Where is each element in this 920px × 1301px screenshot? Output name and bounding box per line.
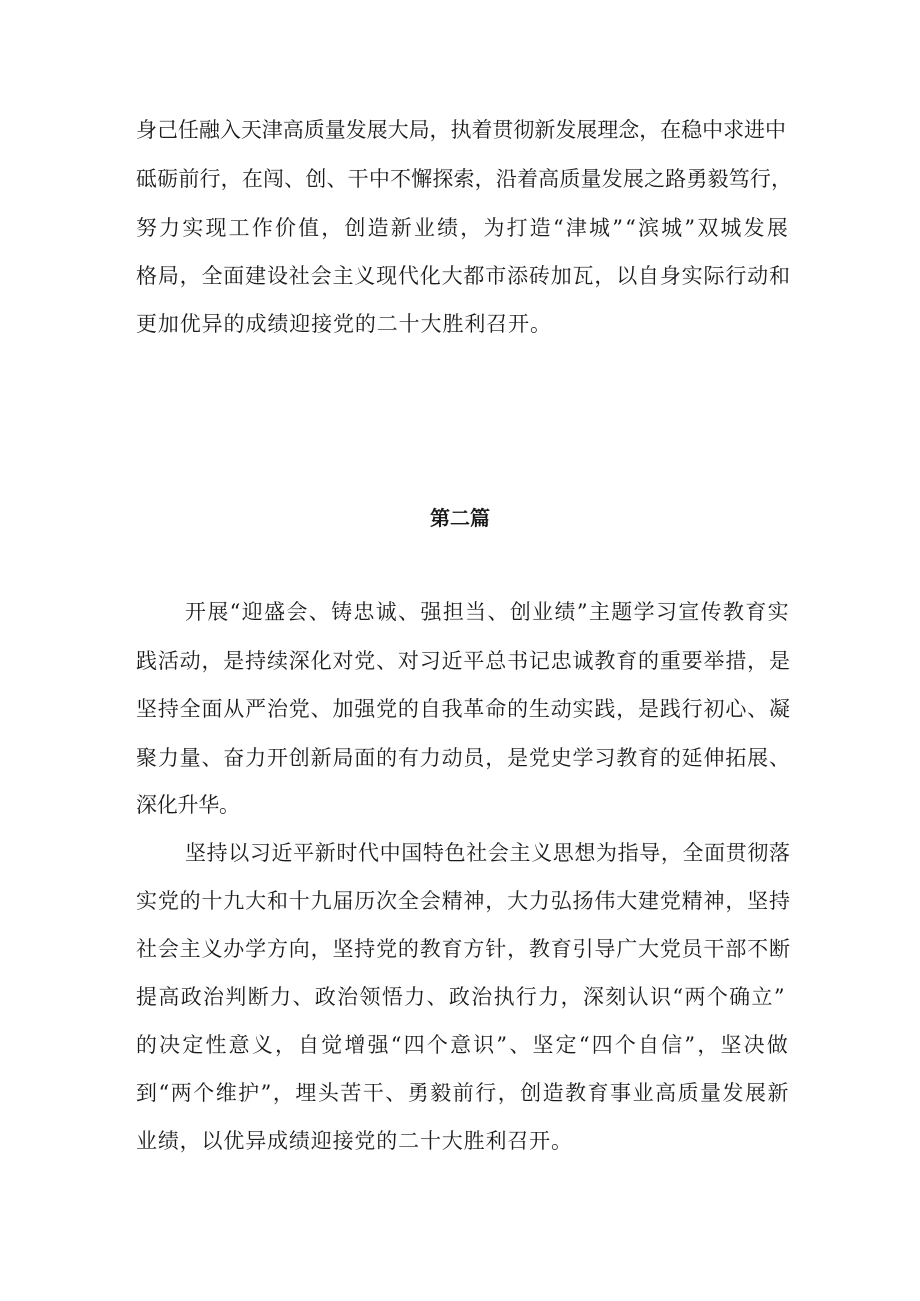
paragraph-line: 更加优异的成绩迎接党的二十大胜利召开。 <box>136 312 552 336</box>
paragraph-line: 聚力量、奋力开创新局面的有力动员，是党史学习教育的延伸拓展、 <box>136 746 791 770</box>
paragraph-line: 坚持以习近平新时代中国特色社会主义思想为指导，全面贯彻落 <box>185 841 791 865</box>
paragraph-line: 砥砺前行，在闯、创、干中不懈探索，沿着高质量发展之路勇毅笃行， <box>136 167 793 191</box>
paragraph-line: 坚持全面从严治党、加强党的自我革命的生动实践，是践行初心、凝 <box>136 697 791 721</box>
paragraph-line: 努力实现工作价值，创造新业绩，为打造“津城”“滨城”双城发展 <box>136 216 790 240</box>
paragraph-line: 开展“迎盛会、铸忠诚、强担当、创业绩”主题学习宣传教育实 <box>185 600 790 624</box>
paragraph-line: 深化升华。 <box>136 793 240 817</box>
paragraph-line: 身己任融入天津高质量发展大局，执着贯彻新发展理念，在稳中求进中 <box>136 118 786 142</box>
paragraph-line: 到“两个维护”，埋头苦干、勇毅前行，创造教育事业高质量发展新 <box>136 1081 790 1105</box>
paragraph-line: 践活动，是持续深化对党、对习近平总书记忠诚教育的重要举措，是 <box>136 649 791 673</box>
paragraph-line: 社会主义办学方向，坚持党的教育方针，教育引导广大党员干部不断 <box>136 937 791 961</box>
paragraph-line: 格局，全面建设社会主义现代化大都市添砖加瓦，以自身实际行动和 <box>136 264 791 288</box>
paragraph-line: 业绩，以优异成绩迎接党的二十大胜利召开。 <box>136 1129 573 1153</box>
paragraph-line: 的决定性意义，自觉增强“四个意识”、坚定“四个自信”，坚决做 <box>136 1033 790 1057</box>
paragraph-line: 实党的十九大和十九届历次全会精神，大力弘扬伟大建党精神，坚持 <box>136 889 791 913</box>
paragraph-line: 提高政治判断力、政治领悟力、政治执行力，深刻认识“两个确立” <box>136 985 786 1009</box>
section-title: 第二篇 <box>430 506 490 530</box>
